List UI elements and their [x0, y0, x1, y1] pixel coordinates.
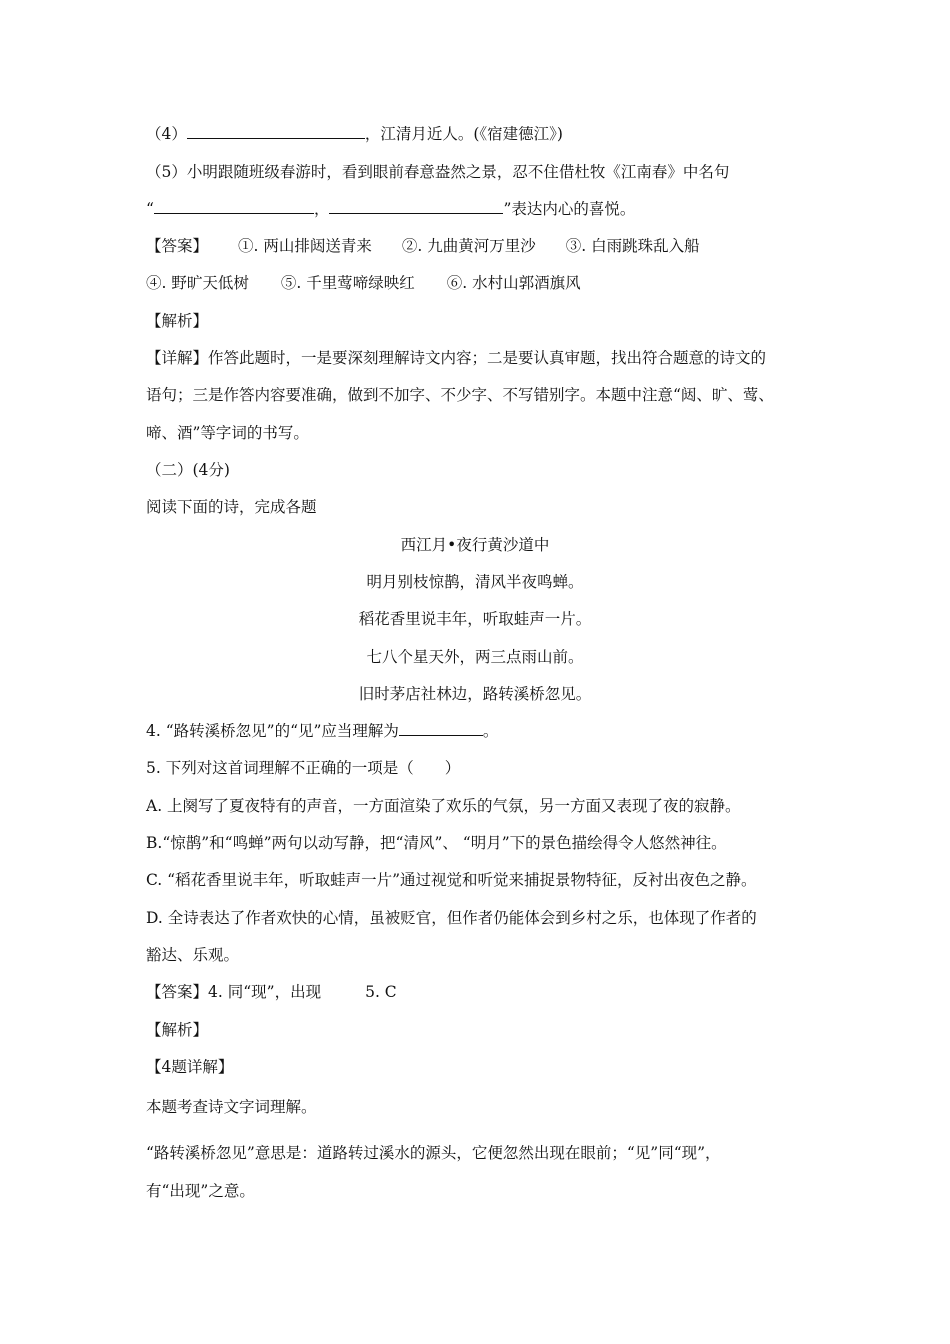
poem-title: 西江月•夜行黄沙道中 — [400, 536, 550, 554]
answer-blank[interactable] — [329, 199, 503, 214]
q4-fill-line: （4） ，江清月近人。(《宿建德江》) — [146, 125, 563, 143]
option-d-continued: 豁达、乐观。 — [146, 946, 240, 964]
section-heading: （二）(4分) — [146, 461, 230, 479]
poem-line: 稻花香里说丰年，听取蛙声一片。 — [358, 610, 592, 628]
q5-fill-line-1: （5）小明跟随班级春游时，看到眼前春意盎然之景，忍不住借杜牧《江南春》中名句 — [146, 163, 730, 181]
detail-text-line-2: 有“出现”之意。 — [146, 1182, 255, 1200]
poem-line: 明月别枝惊鹊，清风半夜鸣蝉。 — [366, 573, 584, 591]
option-c: C. “稻花香里说丰年，听取蛙声一片”通过视觉和听觉来捕捉景物特征，反衬出夜色之静。 — [146, 871, 757, 889]
answer-blank[interactable] — [399, 721, 483, 736]
option-d: D. 全诗表达了作者欢快的心情，虽被贬官，但作者仍能体会到乡村之乐，也体现了作者的 — [146, 909, 757, 927]
detail-paragraph-line-1: 【详解】作答此题时，一是要深刻理解诗文内容；二是要认真审题，找出符合题意的诗文的 — [146, 349, 767, 367]
poem-line: 旧时茅店社林边，路转溪桥忽见。 — [358, 685, 592, 703]
detail-heading: 【4题详解】 — [146, 1058, 234, 1076]
question-5: 5. 下列对这首词理解不正确的一项是（ ） — [146, 759, 461, 777]
analysis-label: 【解析】 — [146, 312, 209, 330]
reading-prompt: 阅读下面的诗，完成各题 — [146, 498, 317, 516]
option-a: A. 上阕写了夏夜特有的声音，一方面渲染了欢乐的气氛，另一方面又表现了夜的寂静。 — [146, 797, 741, 815]
detail-paragraph-line-2: 语句；三是作答内容要准确，做到不加字、不少字、不写错别字。本题中注意“闼、旷、莺、 — [146, 386, 774, 404]
analysis-label: 【解析】 — [146, 1021, 209, 1039]
detail-intro: 本题考查诗文字词理解。 — [146, 1098, 317, 1116]
detail-text-line-1: “路转溪桥忽见”意思是：道路转过溪水的源头，它便忽然出现在眼前；“见”同“现”， — [146, 1144, 721, 1162]
answer-line-1: 【答案】 ①. 两山排闼送青来 ②. 九曲黄河万里沙 ③. 白雨跳珠乱入船 — [146, 237, 700, 255]
question-4: 4. “路转溪桥忽见”的“见”应当理解为 。 — [146, 722, 499, 740]
poem-line: 七八个星天外，两三点雨山前。 — [366, 648, 584, 666]
detail-paragraph-line-3: 啼、酒”等字词的书写。 — [146, 424, 309, 442]
q5-fill-line-2: “ ， ”表达内心的喜悦。 — [146, 200, 636, 218]
option-b: B.“惊鹊”和“鸣蝉”两句以动写静，把“清风”、 “明月”下的景色描绘得令人悠然神往。 — [146, 834, 727, 852]
answer-blank[interactable] — [187, 124, 365, 139]
answer-line-2: ④. 野旷天低树 ⑤. 千里莺啼绿映红 ⑥. 水村山郭酒旗风 — [146, 274, 581, 292]
answer-line-3: 【答案】4. 同“现”，出现 5. C — [146, 983, 397, 1001]
answer-blank[interactable] — [154, 199, 314, 214]
